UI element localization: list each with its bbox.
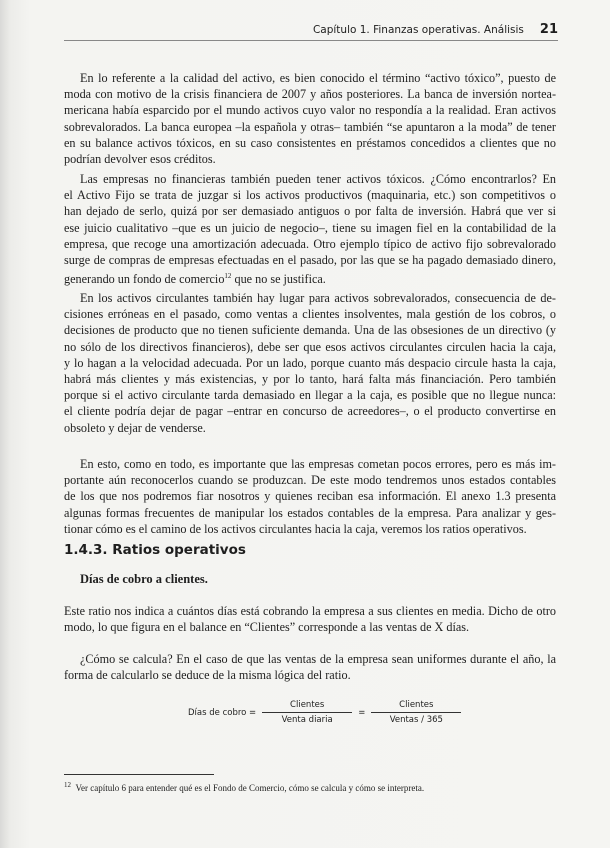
text-line: Este ratio nos indica a cuántos días está cobrando la empresa a sus clientes en media. Dicho de otro: [64, 604, 556, 618]
text-line: portante aún reconocerlos cuando se produzcan. De este modo tendremos unos estados contables: [64, 473, 556, 488]
text-line: decisiones de producto que no tienen suficiente demanda. Una de las obsesiones de un directivo (y: [64, 323, 556, 338]
text-line: ese juicio cualitativo –que es un juicio de negocio–, tiene su imagen fiel en la contabilidad de la: [64, 220, 556, 235]
text-line: cisiones erróneas en el pasado, como ventas a clientes insolventes, mala gestión de los cobros, o: [64, 307, 556, 322]
text-line: habrá más clientes y más existencias, y por lo tanto, hará falta más financiación. Pero también: [64, 372, 556, 387]
footnote-text: Ver capítulo 6 para entender qué es el Fondo de Comercio, cómo se calcula y cómo se interpreta.: [75, 783, 425, 793]
text-line: Las empresas no financieras también pueden tener activos tóxicos. ¿Cómo encontrarlos? En: [80, 172, 556, 186]
numerator-1: Clientes: [290, 700, 325, 710]
text-line: mericana había esparcido por el mundo activos cuyo valor no respondía a la realidad. Eran activos: [64, 103, 556, 118]
text-line: tionar cómo es el camino de los activos circulantes hacia la caja, veremos los ratios operativos.: [64, 521, 527, 536]
running-header: [64, 22, 558, 41]
paragraph-current-assets: [64, 290, 556, 436]
denominator-2: Ventas / 365: [371, 712, 461, 727]
text-line: han dejado de serlo, quizá por ser demasiado antiguos o por falta de inversión. Habrá que ver si: [64, 204, 556, 219]
text-line: sobrevalorados. La banca europea –la española y otras– también “se apuntaron a la moda” de tener: [64, 119, 556, 134]
fraction-1: [262, 698, 352, 727]
text-line: no sólo de los directivos financieros), debe ser que esos activos circulantes circulen hacia la caja,: [64, 339, 556, 354]
text-line: forma de calcularlo se deduce de la misma lógica del ratio.: [64, 668, 351, 683]
text-line: algunas formas frecuentes de manipular los estados contables de la empresa. Para analizar y ges-: [64, 505, 556, 520]
paragraph-toxic-assets: [64, 70, 556, 167]
text-line: en su balance activos tóxicos, en su caso consistentes en préstamos concedidos a clientes que no: [64, 135, 556, 150]
text-line: podrían devolver esos créditos.: [64, 152, 216, 167]
text-line: En lo referente a la calidad del activo, es bien conocido el término “activo tóxico”, puesto de: [80, 71, 556, 85]
text-line: En los activos circulantes también hay lugar para activos sobrevalorados, consecuencia de de-: [80, 291, 556, 305]
text-line: obsoleto y dejar de venderse.: [64, 420, 206, 435]
formula-equals: =: [358, 707, 366, 718]
footnote-divider: [64, 774, 214, 775]
text-line: moda con motivo de la crisis financiera de 2007 y años posteriores. La banca de inversión nortea-: [64, 87, 556, 102]
formula: [188, 698, 461, 727]
paragraph-errors: [64, 456, 556, 537]
text-line: modo, lo que figura en el balance en “Clientes” corresponde a las ventas de X días.: [64, 620, 470, 635]
running-title: Capítulo 1. Finanzas operativas. Análisis: [312, 24, 524, 36]
text-line: [64, 268, 556, 287]
text-line: ¿Cómo se calcula? En el caso de que las ventas de la empresa sean uniformes durante el año, la: [80, 652, 556, 666]
text-line: empresa, que recoge una amortización adecuada. Otro ejemplo típico de activo fijo sobrevalorado: [64, 236, 556, 251]
text-line: y lo hagan a la velocidad adecuada. Por un lado, porque cuanto más despacio circule hasta la caja,: [64, 355, 556, 370]
page-number: 21: [539, 22, 558, 37]
paragraph-non-financial: [64, 171, 556, 287]
paragraph-calculation: [64, 651, 556, 683]
footnote-reference[interactable]: 12: [224, 272, 232, 281]
text-fragment: que no se justifica.: [231, 272, 326, 287]
text-line: el cliente podría dejar de pagar –entrar en concurso de acreedores–, o el producto convertirse en: [64, 404, 556, 419]
formula-lhs: Días de cobro =: [188, 707, 257, 718]
text-line: En esto, como en todo, es importante que las empresas cometan pocos errores, pero es más im-: [80, 457, 556, 471]
denominator-1: Venta diaria: [262, 712, 352, 727]
text-line: porque si el activo circulante tarda demasiado en llegar a la caja, es posible que no llegue nunca:: [64, 388, 556, 403]
text-line: de los que nos podremos fiar nosotros y quienes reciban esa información. El anexo 1.3 presenta: [64, 489, 556, 504]
numerator-2: Clientes: [399, 700, 434, 710]
fraction-2: [371, 698, 461, 727]
section-heading: 1.4.3. Ratios operativos: [64, 542, 246, 558]
footnote-number: 12: [64, 781, 71, 789]
subheading: Días de cobro a clientes.: [80, 572, 208, 586]
text-line: el Activo Fijo se trata de juzgar si los activos productivos (maquinaria, etc.) son competitivos o: [64, 188, 556, 203]
paragraph-ratio-definition: [64, 603, 556, 635]
text-line: surge de compras de empresas efectuadas en el pasado, por las que se ha pagado demasiado dinero,: [64, 253, 556, 268]
text-fragment: generando un fondo de comercio: [64, 272, 225, 287]
footnote: [64, 781, 424, 793]
